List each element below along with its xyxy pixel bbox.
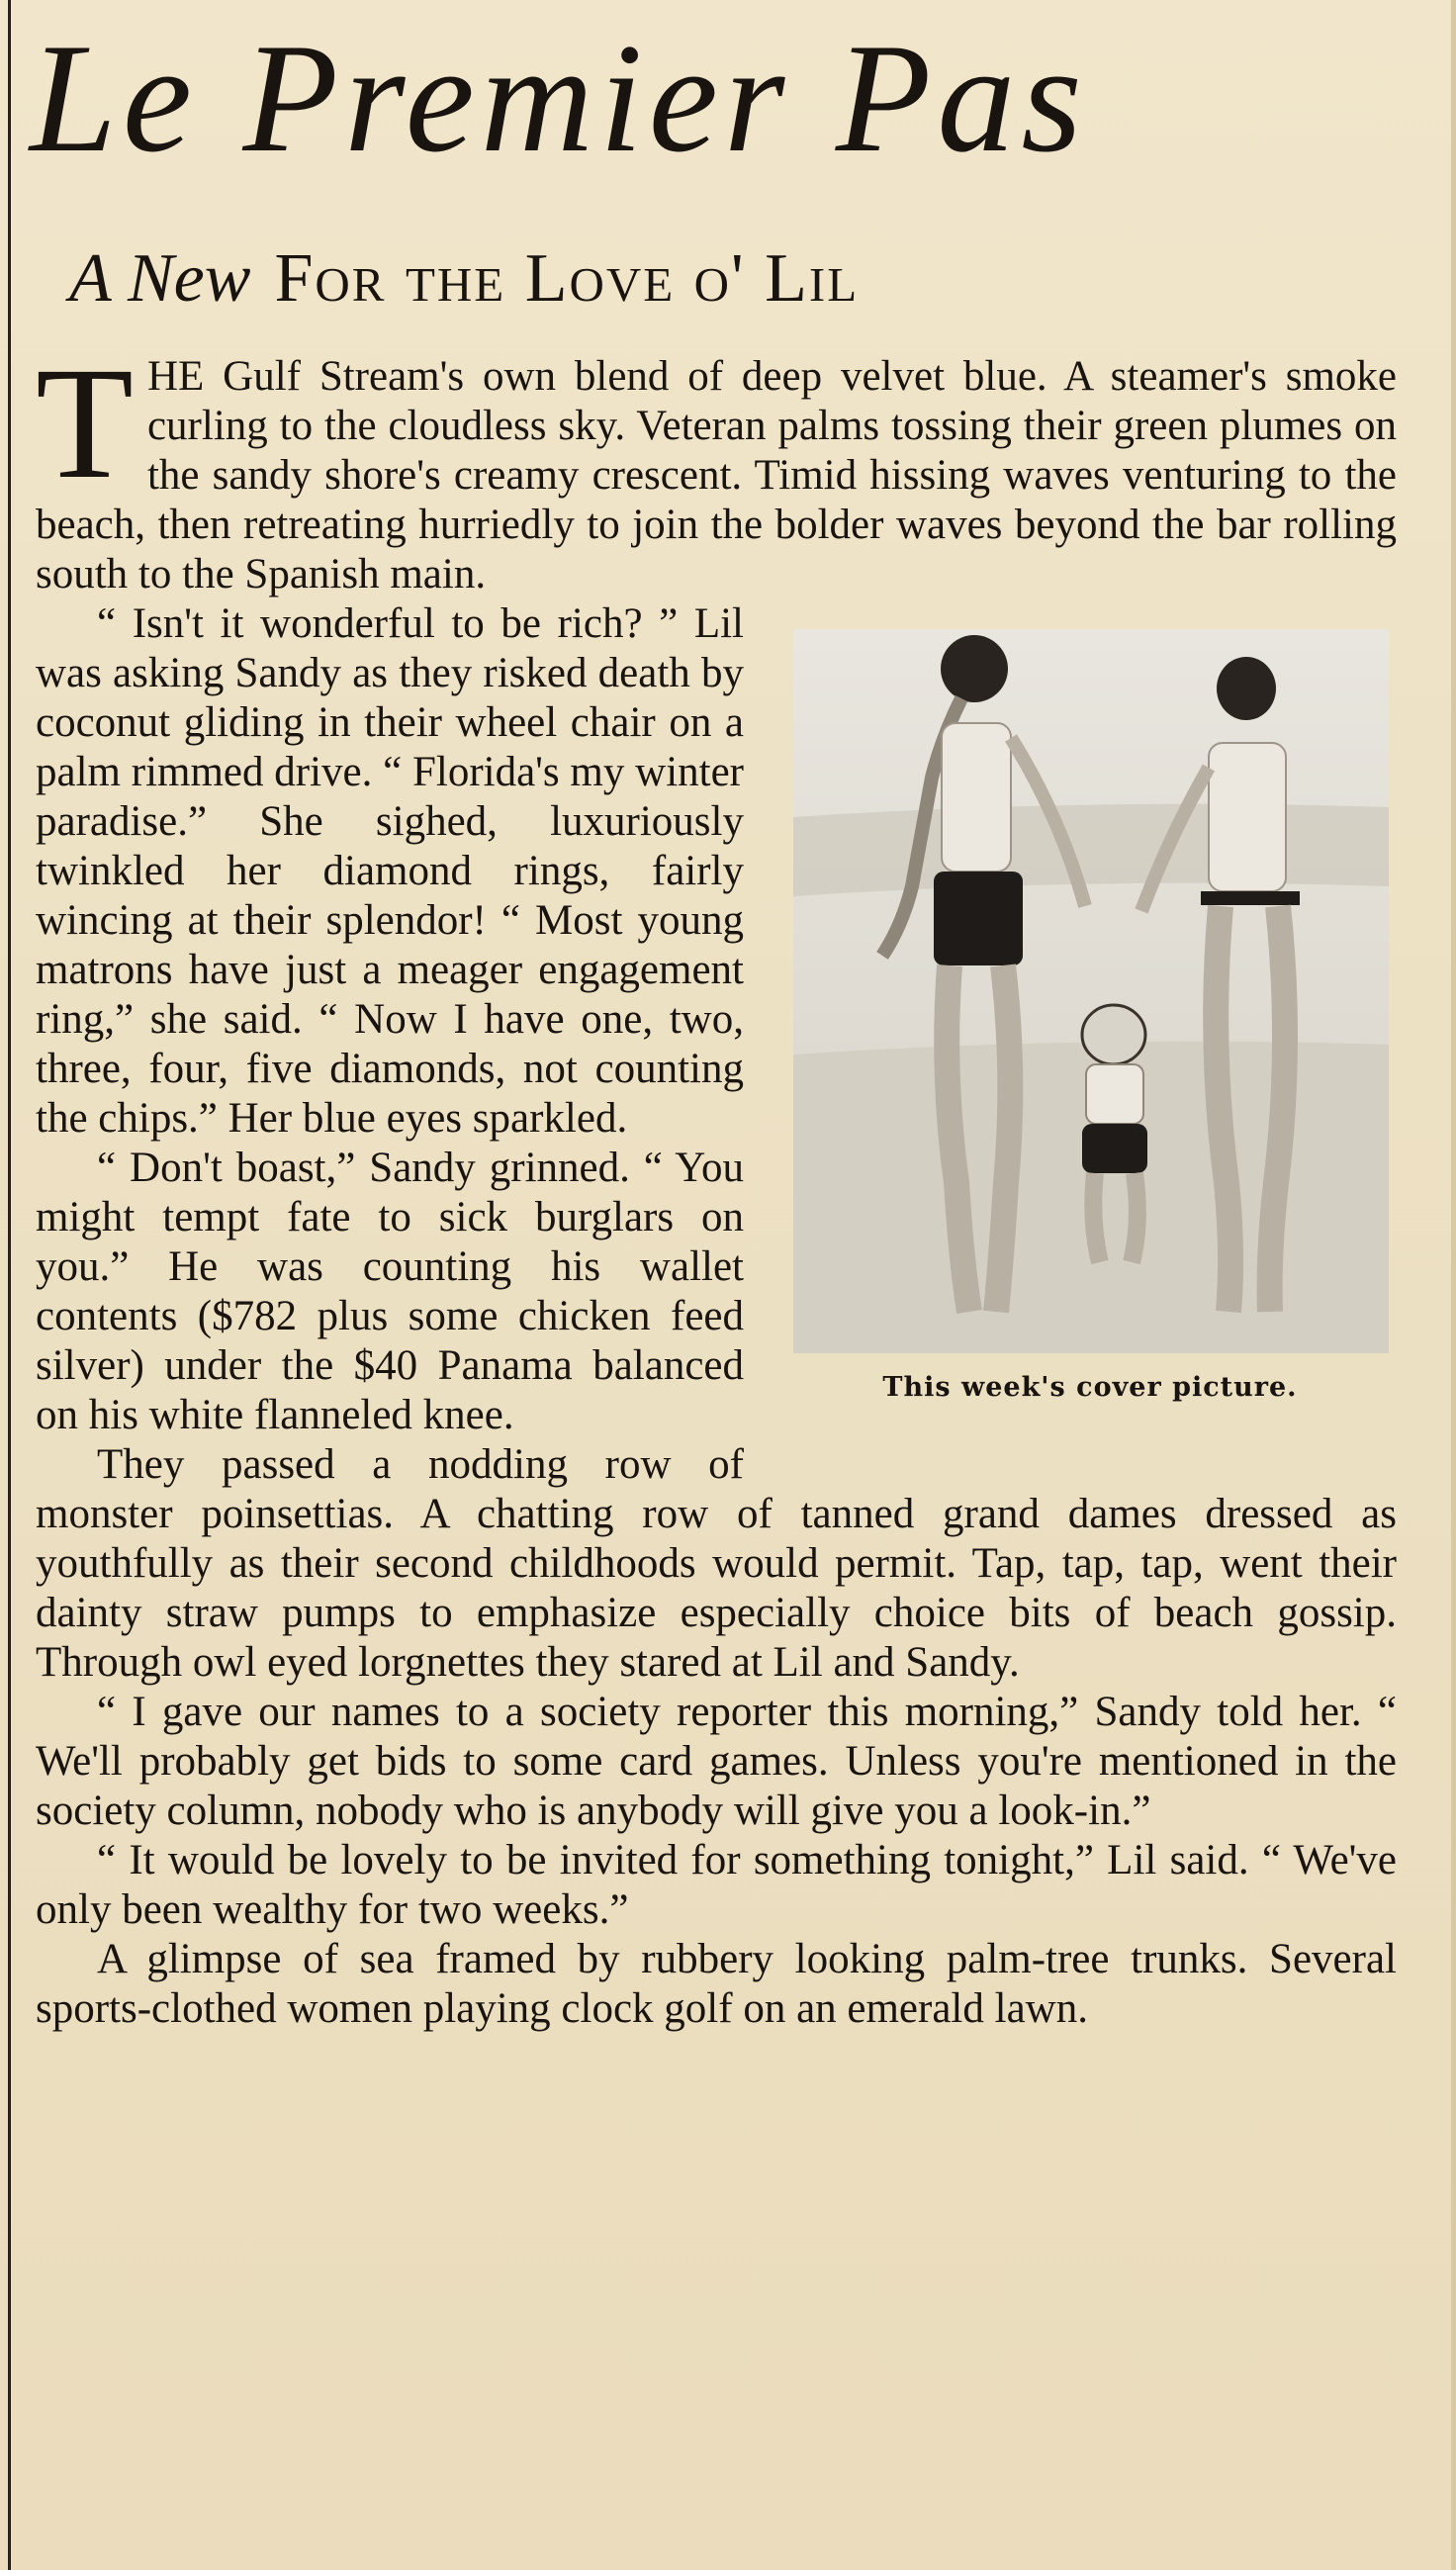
paragraph-1 bbox=[36, 335, 1397, 599]
paragraph-7: A glimpse of sea framed by rubbery looking palm-tree trunks. Several sports-clothed women playing clock golf on an emerald lawn. bbox=[36, 1936, 1397, 2032]
paragraph-6: “ It would be lovely to be invited for something tonight,” Lil said. “ We've only been wealthy for two weeks.” bbox=[36, 1837, 1397, 1933]
paragraph-2-text: “ Isn't it wonderful to be rich? ” Lil was asking Sandy as they risked death by coconut gliding in their wheel chair on a palm rimmed drive. “ Florida's my winter paradise.” She sighed, luxuriously twinkled her diamond rings, fairly wincing at their splendor! “ Most young matrons have just a meager engagement ring,” she said. “ Now I have one, two, three, four, five diamonds, not counting the chips.” Her blue eyes sparkled. bbox=[36, 600, 744, 1142]
subtitle-script: A New bbox=[69, 240, 251, 317]
article-subtitle bbox=[69, 229, 1414, 328]
subtitle-caps: For the Love o' Lil bbox=[274, 240, 860, 317]
article-title: Le Premier Pas bbox=[30, 12, 1088, 185]
beach-photo-illustration bbox=[793, 629, 1389, 1353]
drop-cap: T bbox=[36, 335, 134, 512]
paragraph-5: “ I gave our names to a society reporter this morning,” Sandy told her. “ We'll probably get bids to some card games. Unless you're mentioned in the society column, nobody who is anybody will give you a look-in.” bbox=[36, 1689, 1397, 1834]
page-edge bbox=[1451, 0, 1456, 2570]
paragraph-3: “ Don't boast,” Sandy grinned. “ You might tempt fate to sick burglars on you.” He was counting his wallet contents ($782 plus some chicken feed silver) under the $40 Panama balanced on his white flanneled knee. bbox=[36, 1145, 744, 1438]
cover-figure bbox=[783, 629, 1397, 1450]
figure-caption: This week's cover picture. bbox=[882, 1372, 1298, 1403]
paragraph-4: They passed a nodding row of monster poinsettias. A chatting row of tanned grand dames dressed as youthfully as their second childhoods would permit. Tap, tap, tap, went their dainty straw pumps to emphasize especially choice bits of beach gossip. Through owl eyed lorgnettes they stared at Lil and Sandy. bbox=[36, 1441, 1397, 1686]
column-rule bbox=[8, 0, 11, 2570]
paragraph-1-text: HE Gulf Stream's own blend of deep velvet blue. A steamer's smoke curling to the cloudless sky. Veteran palms tossing their green plumes on the sandy shore's creamy crescent. Timid hissing waves venturing to the beach, then retreating hurriedly to join the bolder waves beyond the bar rolling south to the Spanish main. bbox=[36, 353, 1397, 597]
article-body bbox=[36, 335, 1397, 2034]
cover-photo bbox=[793, 629, 1389, 1353]
